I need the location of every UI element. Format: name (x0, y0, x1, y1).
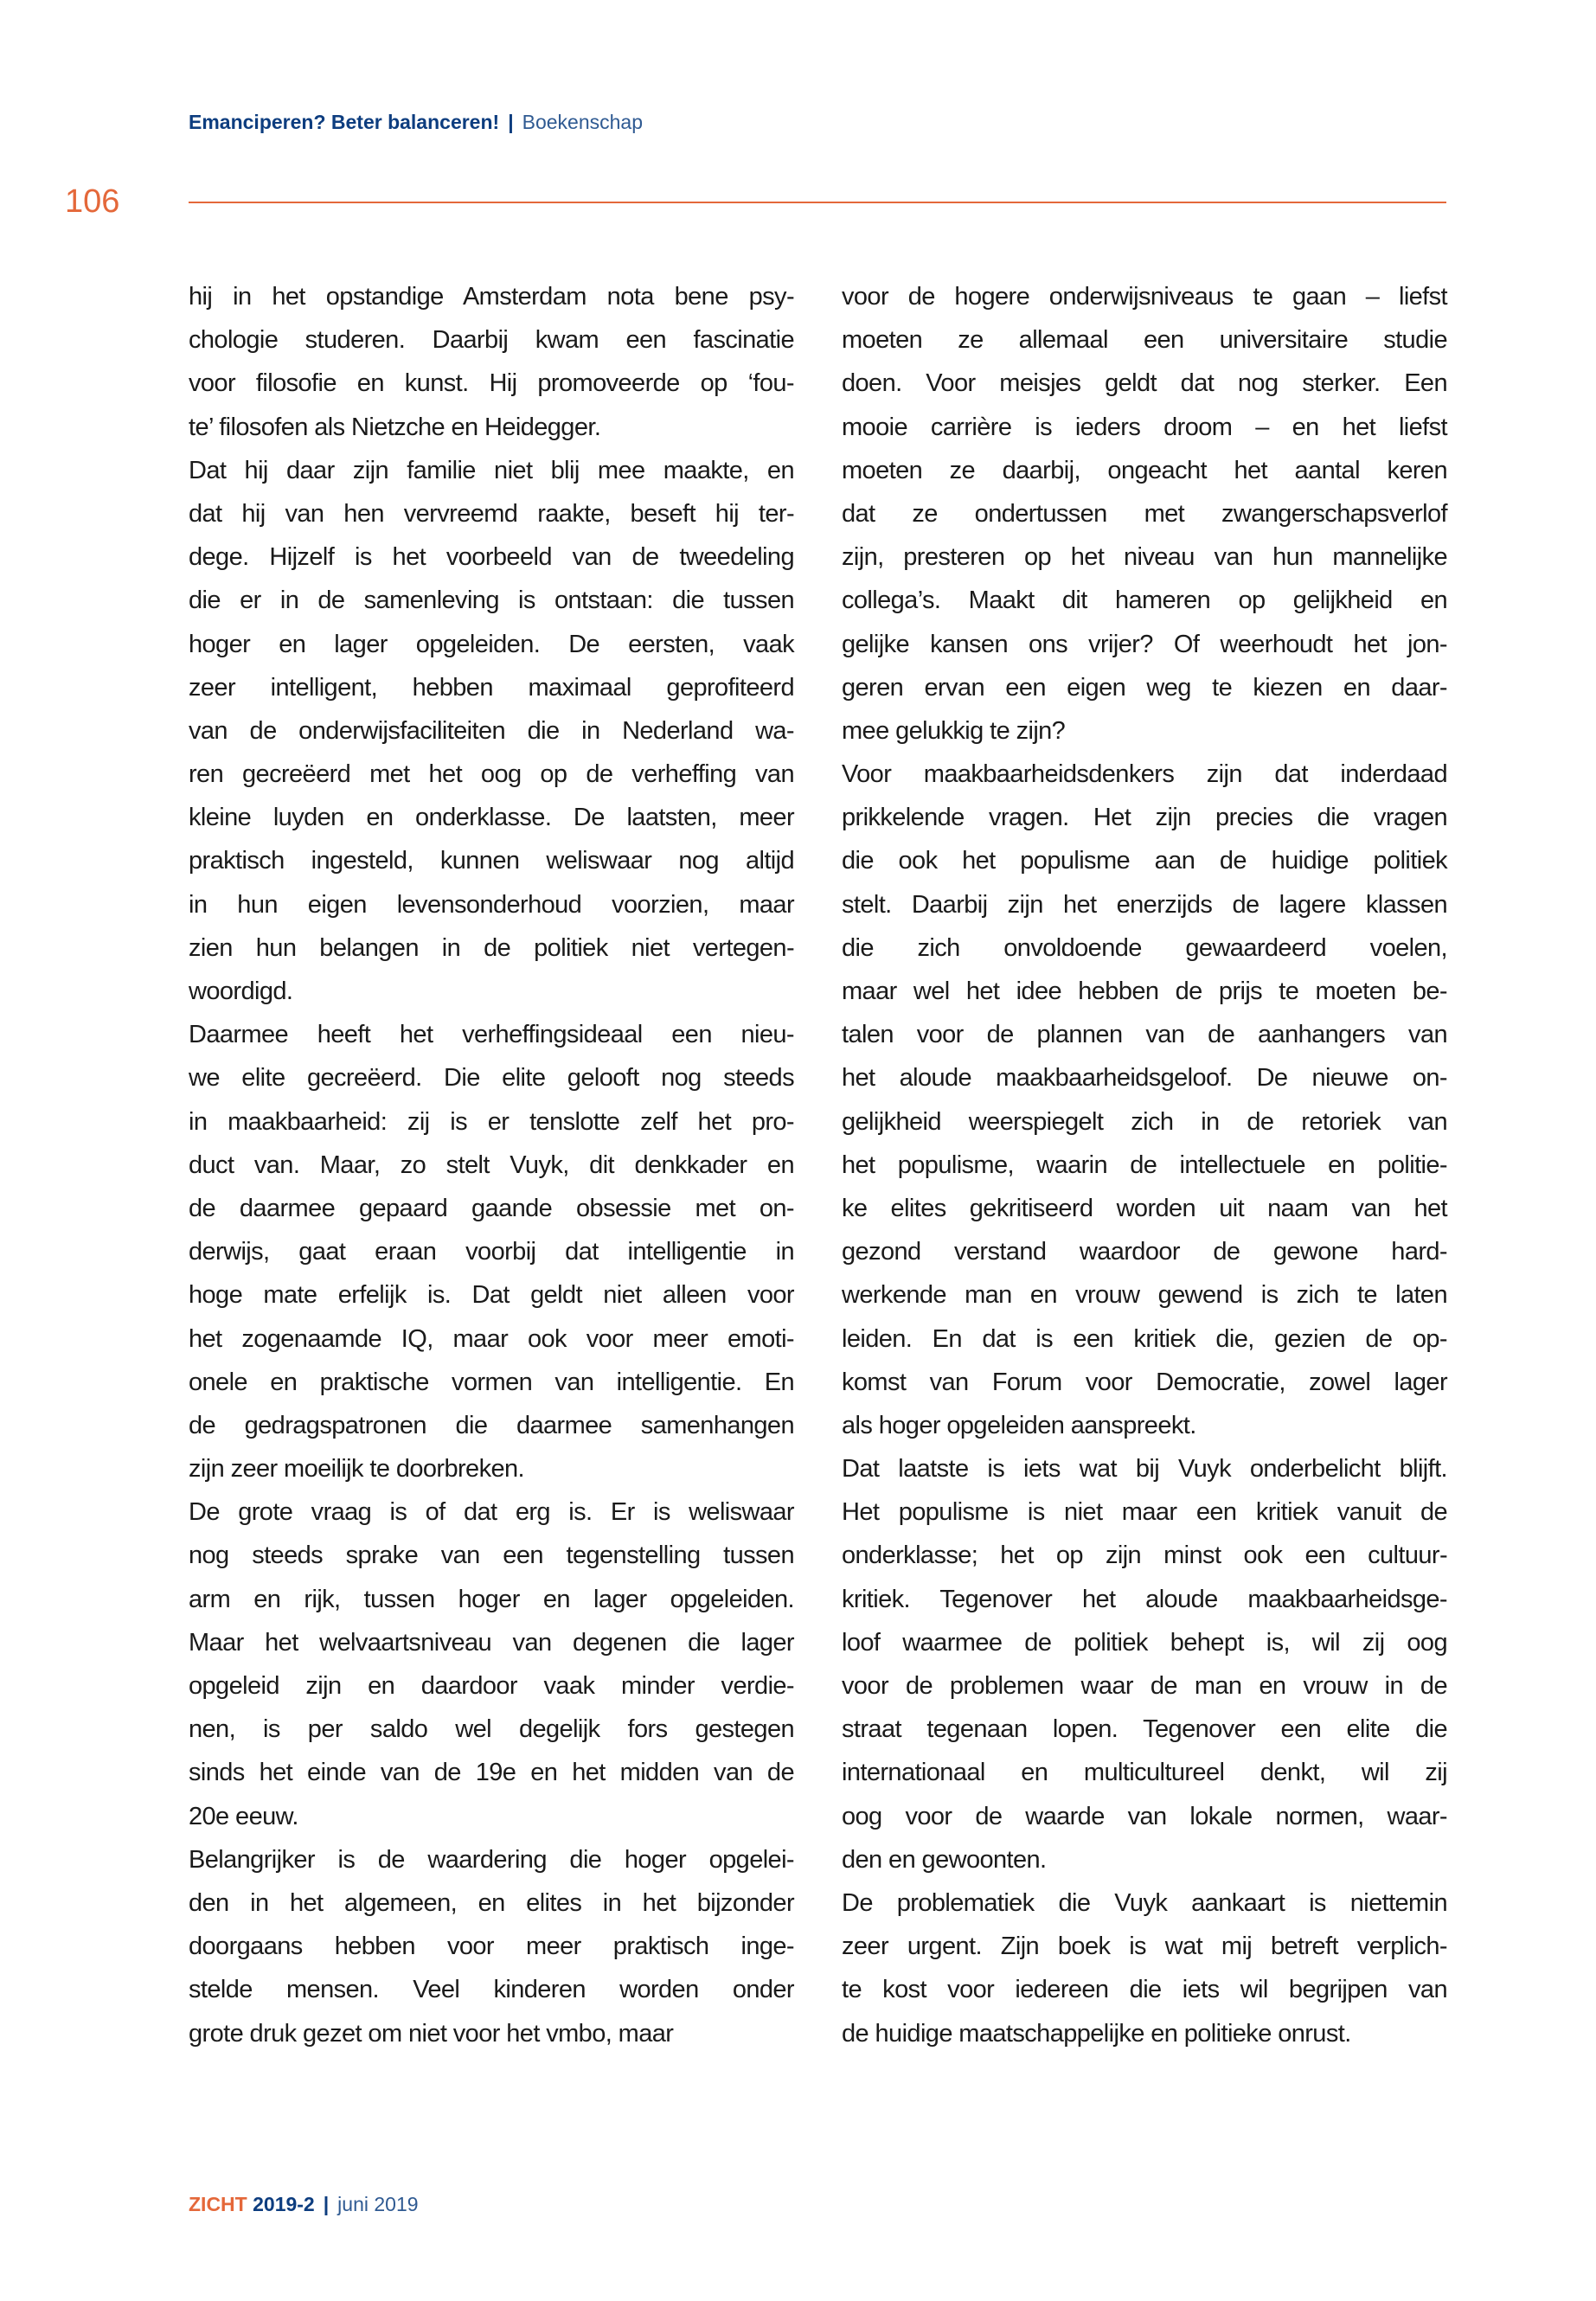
text-line: Voor maakbaarheidsdenkers zijn dat inderdaad (842, 760, 1447, 789)
text-line: talen voor de plannen van de aanhangers van (842, 1021, 1447, 1049)
text-line: nen, is per saldo wel degelijk fors gestegen (189, 1715, 794, 1744)
text-line: maar wel het idee hebben de prijs te moeten be- (842, 977, 1447, 1005)
text-line: Belangrijker is de waardering die hoger opgelei- (189, 1845, 794, 1874)
text-line: te kost voor iedereen die iets wil begrijpen van (842, 1976, 1447, 2004)
paragraph (842, 275, 1447, 753)
text-line: nog steeds sprake van een tegenstelling tussen (189, 1541, 794, 1570)
text-line: dat ze ondertussen met zwangerschapsverlof (842, 499, 1447, 528)
text-line: gezond verstand waardoor de gewone hard- (842, 1238, 1447, 1266)
paragraph (842, 1447, 1447, 1881)
running-header (189, 111, 643, 134)
text-line: in maakbaarheid: zij is er tenslotte zelf het pro- (189, 1107, 794, 1136)
magazine-name: ZICHT (189, 2193, 247, 2215)
text-line: voor de hogere onderwijsniveaus te gaan – liefst (842, 283, 1447, 311)
text-line: hoger en lager opgeleiden. De eersten, vaak (189, 630, 794, 658)
issue-number: 2019-2 (253, 2193, 315, 2215)
text-line: oog voor de waarde van lokale normen, waar- (842, 1802, 1447, 1830)
text-line: Dat hij daar zijn familie niet blij mee maakte, en (189, 456, 794, 484)
text-line: zeer intelligent, hebben maximaal geprofiteerd (189, 673, 794, 702)
text-line: zijn zeer moeilijk te doorbreken. (189, 1455, 524, 1484)
text-line: werkende man en vrouw gewend is zich te laten (842, 1281, 1447, 1310)
page-number: 106 (65, 183, 120, 220)
text-line: het populisme, waarin de intellectuele en politie- (842, 1150, 1447, 1179)
text-line: Daarmee heeft het verheffingsideaal een nieu- (189, 1021, 794, 1049)
text-line: zien hun belangen in de politiek niet vertegen- (189, 933, 794, 962)
text-line: den in het algemeen, en elites in het bijzonder (189, 1888, 794, 1917)
paragraph (189, 1013, 794, 1490)
section-name: Boekenschap (522, 111, 644, 133)
text-line: internationaal en multicultureel denkt, wil zij (842, 1759, 1447, 1787)
text-line: leiden. En dat is een kritiek die, gezien de op- (842, 1324, 1447, 1353)
text-line: van de onderwijsfaciliteiten die in Nederland wa- (189, 716, 794, 745)
text-line: moeten ze daarbij, ongeacht het aantal keren (842, 456, 1447, 484)
text-line: ke elites gekritiseerd worden uit naam van het (842, 1194, 1447, 1222)
text-line: gelijke kansen ons vrijer? Of weerhoudt het jon- (842, 630, 1447, 658)
text-line: De grote vraag is of dat erg is. Er is weliswaar (189, 1498, 794, 1527)
text-line: den en gewoonten. (842, 1845, 1047, 1874)
text-line: moeten ze allemaal een universitaire studie (842, 326, 1447, 355)
text-line: onele en praktische vormen van intelligentie. En (189, 1368, 794, 1396)
text-line: voor filosofie en kunst. Hij promoveerde op ‘fou- (189, 369, 794, 398)
paragraph (189, 449, 794, 1013)
text-line: het zogenaamde IQ, maar ook voor meer emoti- (189, 1324, 794, 1353)
paragraph (189, 1490, 794, 1838)
text-line: de gedragspatronen die daarmee samenhangen (189, 1411, 794, 1439)
text-line: Het populisme is niet maar een kritiek vanuit de (842, 1498, 1447, 1527)
page-footer (189, 2193, 419, 2216)
text-line: gelijkheid weerspiegelt zich in de retoriek van (842, 1107, 1447, 1136)
text-line: die zich onvoldoende gewaardeerd voelen, (842, 933, 1447, 962)
text-line: derwijs, gaat eraan voorbij dat intelligentie in (189, 1238, 794, 1266)
text-line: die ook het populisme aan de huidige politiek (842, 847, 1447, 875)
text-line: mooie carrière is ieders droom – en het liefst (842, 413, 1447, 441)
text-line: te’ filosofen als Nietzche en Heidegger. (189, 413, 601, 441)
article-title: Emanciperen? Beter balanceren! (189, 111, 500, 133)
text-line: duct van. Maar, zo stelt Vuyk, dit denkkader en (189, 1150, 794, 1179)
text-line: onderklasse; het op zijn minst ook een cultuur- (842, 1541, 1447, 1570)
paragraph (189, 275, 794, 449)
text-line: praktisch ingesteld, kunnen weliswaar nog altijd (189, 847, 794, 875)
text-line: komst van Forum voor Democratie, zowel lager (842, 1368, 1447, 1396)
text-line: als hoger opgeleiden aanspreekt. (842, 1411, 1196, 1439)
text-line: die er in de samenleving is ontstaan: die tussen (189, 586, 794, 615)
paragraph (842, 753, 1447, 1447)
text-line: collega’s. Maakt dit hameren op gelijkheid en (842, 586, 1447, 615)
text-column-right (842, 275, 1447, 2055)
text-line: zijn, presteren op het niveau van hun mannelijke (842, 543, 1447, 572)
text-line: zeer urgent. Zijn boek is wat mij betreft verplich- (842, 1932, 1447, 1961)
header-separator: | (508, 111, 514, 133)
header-rule (189, 202, 1446, 203)
text-column-left (189, 275, 794, 2055)
text-line: grote druk gezet om niet voor het vmbo, maar (189, 2019, 674, 2048)
text-line: de huidige maatschappelijke en politieke onrust. (842, 2019, 1351, 2048)
text-line: prikkelende vragen. Het zijn precies die vragen (842, 804, 1447, 832)
text-line: opgeleid zijn en daardoor vaak minder verdie- (189, 1672, 794, 1700)
text-line: mee gelukkig te zijn? (842, 716, 1066, 745)
text-line: chologie studeren. Daarbij kwam een fascinatie (189, 326, 794, 355)
text-line: dat hij van hen vervreemd raakte, beseft hij ter- (189, 499, 794, 528)
text-line: sinds het einde van de 19e en het midden van de (189, 1759, 794, 1787)
text-line: hoge mate erfelijk is. Dat geldt niet alleen voor (189, 1281, 794, 1310)
text-line: De problematiek die Vuyk aankaart is niettemin (842, 1888, 1447, 1917)
text-line: arm en rijk, tussen hoger en lager opgeleiden. (189, 1585, 794, 1613)
text-line: kleine luyden en onderklasse. De laatsten, meer (189, 804, 794, 832)
footer-separator: | (323, 2193, 330, 2215)
paragraph (842, 1881, 1447, 2055)
text-line: stelde mensen. Veel kinderen worden onder (189, 1976, 794, 2004)
text-line: ren gecreëerd met het oog op de verheffing van (189, 760, 794, 789)
text-line: Maar het welvaartsniveau van degenen die lager (189, 1628, 794, 1657)
text-line: 20e eeuw. (189, 1802, 298, 1830)
text-line: dege. Hijzelf is het voorbeeld van de tweedeling (189, 543, 794, 572)
text-line: straat tegenaan lopen. Tegenover een elite die (842, 1715, 1447, 1744)
text-line: voor de problemen waar de man en vrouw in de (842, 1672, 1447, 1700)
text-line: in hun eigen levensonderhoud voorzien, maar (189, 890, 794, 919)
text-line: stelt. Daarbij zijn het enerzijds de lagere klassen (842, 890, 1447, 919)
text-line: we elite gecreëerd. Die elite gelooft nog steeds (189, 1064, 794, 1093)
text-line: doen. Voor meisjes geldt dat nog sterker. Een (842, 369, 1447, 398)
text-line: het aloude maakbaarheidsgeloof. De nieuwe on- (842, 1064, 1447, 1093)
text-line: geren ervan een eigen weg te kiezen en daar- (842, 673, 1447, 702)
issue-date: juni 2019 (337, 2193, 419, 2215)
paragraph (189, 1838, 794, 2055)
text-line: doorgaans hebben voor meer praktisch inge- (189, 1932, 794, 1961)
text-line: kritiek. Tegenover het aloude maakbaarheidsge- (842, 1585, 1447, 1613)
text-line: woordigd. (189, 977, 293, 1005)
text-line: de daarmee gepaard gaande obsessie met on- (189, 1194, 794, 1222)
text-line: hij in het opstandige Amsterdam nota bene psy- (189, 283, 794, 311)
text-line: loof waarmee de politiek behept is, wil zij oog (842, 1628, 1447, 1657)
text-line: Dat laatste is iets wat bij Vuyk onderbelicht blijft. (842, 1455, 1447, 1484)
